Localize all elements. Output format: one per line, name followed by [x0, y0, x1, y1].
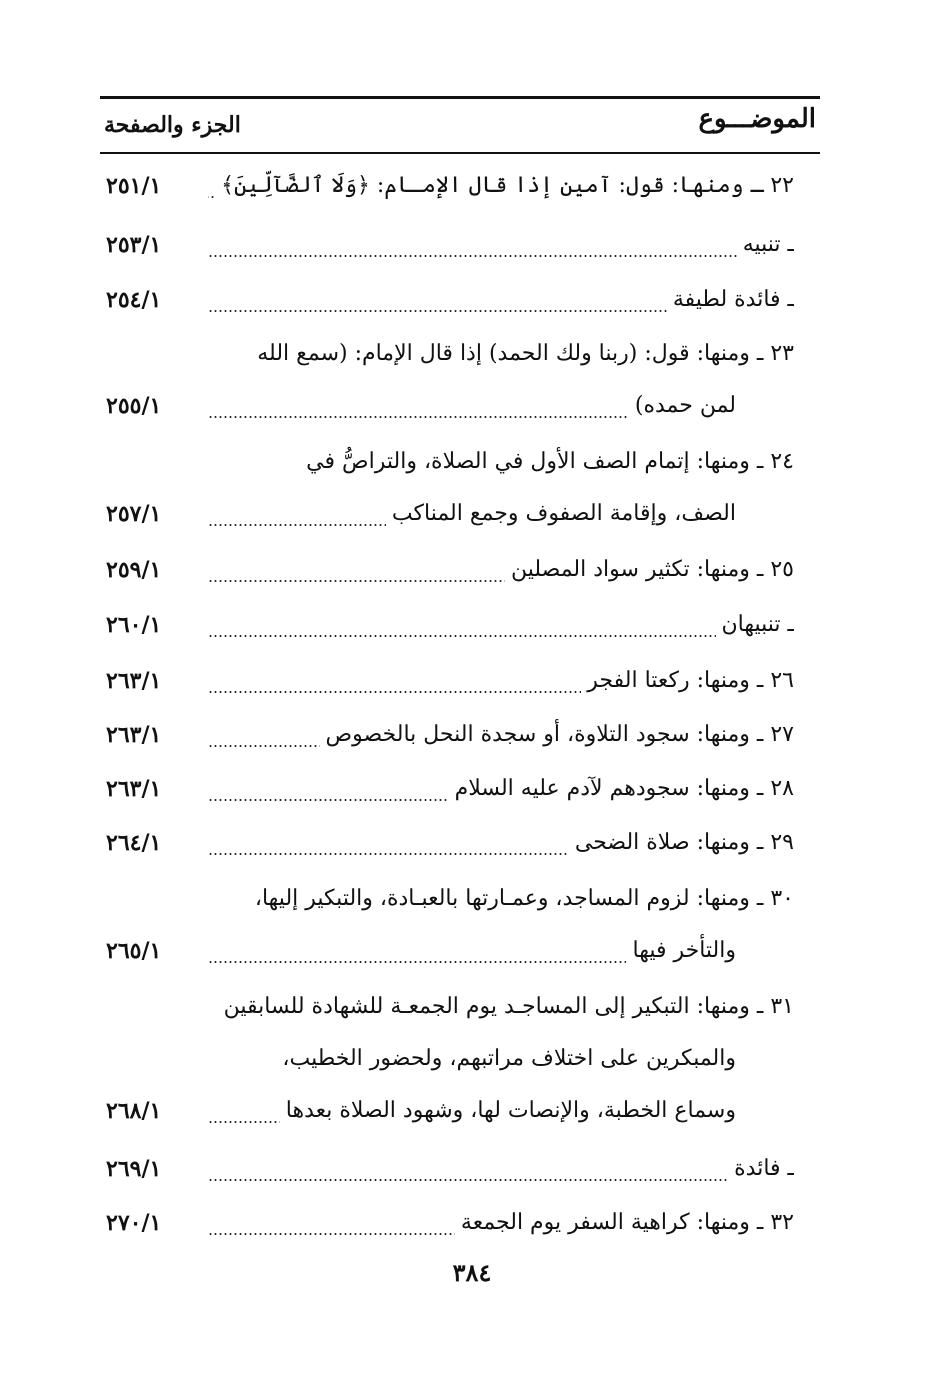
toc-entry-text-area — [208, 1197, 794, 1249]
toc-entry — [100, 219, 820, 271]
toc-entry-page: ٢٦٥/١ — [106, 938, 162, 964]
toc-entry-line — [100, 763, 820, 815]
toc-entry-title: ٣٠ ـ ومنها: لزوم المساجد، وعمـارتها بالعبـادة، والتبكير إليها، — [254, 886, 794, 911]
toc-entry-line — [100, 1143, 820, 1195]
toc-entry-text-area — [208, 925, 794, 977]
dot-leader — [208, 691, 581, 693]
toc-entry-text-area — [208, 763, 794, 815]
toc-entry-title: لمن حمده) — [634, 393, 736, 418]
toc-entry — [100, 981, 820, 1137]
toc-entry-line — [100, 981, 820, 1033]
toc-entry-title: والمبكرين على اختلاف مراتبهم، ولحضور الخطيب، — [282, 1046, 736, 1071]
toc-entry — [100, 1143, 820, 1195]
toc-entry-page: ٢٧٠/١ — [106, 1210, 162, 1236]
toc-entry-text-area — [208, 380, 794, 432]
table-of-contents — [100, 160, 820, 1249]
toc-entry-page: ٢٦٩/١ — [106, 1156, 162, 1182]
dot-leader — [208, 1233, 455, 1235]
toc-entry-text-area — [208, 1085, 794, 1137]
toc-entry-line — [100, 219, 820, 271]
toc-entry-title: ٢٩ ـ ومنها: صلاة الضحى — [574, 830, 794, 855]
dot-leader — [208, 524, 386, 526]
toc-entry-line — [100, 328, 820, 380]
toc-entry-line — [100, 655, 820, 707]
toc-entry-title: ٢٢ ـ ومنها: قول: آمين إذا قال الإمـام: ﴿وَلَا ٱلضَّآلِّينَ﴾ — [221, 173, 794, 198]
toc-entry-title: ـ فائدة لطيفة — [672, 287, 794, 312]
toc-entry-text-area — [208, 219, 794, 271]
toc-entry — [100, 763, 820, 815]
toc-entry — [100, 160, 820, 212]
toc-entry-page: ٢٥١/١ — [106, 173, 162, 199]
toc-entry-text-area — [208, 544, 794, 596]
toc-entry — [100, 436, 820, 540]
page-number: ٣٨٤ — [452, 1258, 492, 1287]
toc-entry-title: ٢٣ ـ ومنها: قول: (ربنا ولك الحمد) إذا قال الإمام: (سمع الله — [257, 341, 794, 366]
toc-entry-page: ٢٦٨/١ — [106, 1098, 162, 1124]
dot-leader — [208, 196, 215, 198]
toc-entry — [100, 655, 820, 707]
toc-entry-line — [100, 873, 820, 925]
toc-entry-text-area — [208, 1033, 794, 1085]
dot-leader — [208, 416, 629, 418]
toc-entry-page: ٢٦٣/١ — [106, 776, 162, 802]
toc-entry-page: ٢٦٣/١ — [106, 722, 162, 748]
toc-entry-text-area — [208, 599, 794, 651]
toc-entry-line — [100, 1197, 820, 1249]
header-rule — [100, 152, 820, 154]
toc-entry — [100, 1197, 820, 1249]
toc-entry — [100, 274, 820, 326]
toc-entry-line — [100, 925, 820, 977]
topic-column-header: الموضـــوع — [698, 104, 816, 134]
toc-entry-line — [100, 380, 820, 432]
toc-entry-line — [100, 160, 820, 212]
dot-leader — [208, 1121, 280, 1123]
toc-entry — [100, 817, 820, 869]
dot-leader — [208, 310, 667, 312]
toc-entry-page: ٢٦٤/١ — [106, 830, 162, 856]
toc-entry-line — [100, 1033, 820, 1085]
toc-entry-text-area — [208, 160, 794, 212]
toc-entry-title: ـ تنبيهان — [721, 612, 794, 637]
dot-leader — [208, 635, 716, 637]
toc-entry-title: ٢٤ ـ ومنها: إتمام الصف الأول في الصلاة، والتراصُّ في — [306, 449, 794, 474]
toc-entry-line — [100, 544, 820, 596]
toc-entry-title: ٣٢ ـ ومنها: كراهية السفر يوم الجمعة — [460, 1210, 794, 1235]
toc-entry-line — [100, 599, 820, 651]
toc-entry — [100, 544, 820, 596]
toc-entry — [100, 599, 820, 651]
toc-entry-text-area — [208, 817, 794, 869]
toc-entry-text-area — [208, 488, 794, 540]
toc-entry-text-area — [208, 655, 794, 707]
toc-entry-text-area — [208, 274, 794, 326]
dot-leader — [208, 1179, 728, 1181]
toc-entry-line — [100, 488, 820, 540]
toc-entry-line — [100, 1085, 820, 1137]
toc-entry-line — [100, 436, 820, 488]
toc-entry-title: وسماع الخطبة، والإنصات لها، وشهود الصلاة بعدها — [285, 1098, 736, 1123]
toc-entry-page: ٢٥٣/١ — [106, 232, 162, 258]
dot-leader — [208, 580, 505, 582]
dot-leader — [208, 255, 737, 257]
toc-entry-title: ٣١ ـ ومنها: التبكير إلى المساجـد يوم الجمعـة للشهادة للسابقين — [223, 994, 794, 1019]
toc-entry-text-area — [208, 328, 794, 380]
toc-entry-page: ٢٥٥/١ — [106, 393, 162, 419]
toc-entry — [100, 328, 820, 432]
top-rule — [100, 96, 820, 99]
toc-entry-line — [100, 274, 820, 326]
toc-entry-title: ٢٦ ـ ومنها: ركعتا الفجر — [587, 668, 794, 693]
page-column-header: الجزء والصفحة — [104, 112, 241, 138]
toc-entry-page: ٢٦٣/١ — [106, 668, 162, 694]
dot-leader — [208, 961, 626, 963]
toc-entry-line — [100, 817, 820, 869]
toc-entry-text-area — [208, 981, 794, 1033]
toc-entry-text-area — [208, 1143, 794, 1195]
toc-entry-title: ـ تنبيه — [742, 232, 794, 257]
toc-entry-page: ٢٥٤/١ — [106, 287, 162, 313]
toc-entry-title: ٢٧ ـ ومنها: سجود التلاوة، أو سجدة النحل بالخصوص — [325, 722, 794, 747]
dot-leader — [208, 745, 320, 747]
toc-entry-line — [100, 709, 820, 761]
toc-entry-title: والتأخر فيها — [632, 938, 736, 963]
toc-entry — [100, 873, 820, 977]
toc-entry-page: ٢٥٧/١ — [106, 501, 162, 527]
toc-entry-text-area — [208, 436, 794, 488]
toc-entry-title: ٢٨ ـ ومنها: سجودهم لآدم عليه السلام — [454, 776, 794, 801]
toc-entry-title: الصف، وإقامة الصفوف وجمع المناكب — [391, 501, 736, 526]
toc-entry-title: ـ فائدة — [734, 1156, 794, 1181]
dot-leader — [208, 853, 569, 855]
toc-entry-title: ٢٥ ـ ومنها: تكثير سواد المصلين — [510, 557, 794, 582]
dot-leader — [208, 799, 449, 801]
toc-entry — [100, 709, 820, 761]
toc-entry-text-area — [208, 873, 794, 925]
toc-entry-page: ٢٦٠/١ — [106, 612, 162, 638]
toc-entry-text-area — [208, 709, 794, 761]
toc-entry-page: ٢٥٩/١ — [106, 557, 162, 583]
